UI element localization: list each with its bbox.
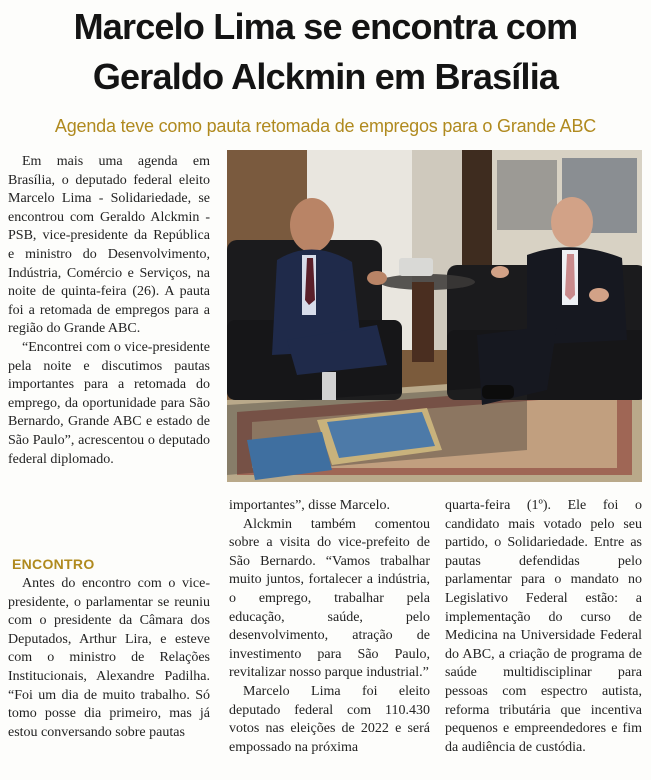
article-photo [227,150,642,482]
column-2 [229,497,430,757]
paragraph: Antes do encontro com o vice-presidente, o parlamentar se reuniu com o presidente da Câmara dos Deputados, Arthur Lira, e esteve com o ministro de Relações Institucionais, Alexandre Padilha. “Foi um dia de muito trabalho. Só tomo posse dia primeiro, mas já estou conversando sobre pautas [8,576,210,740]
article-subheadline: Agenda teve como pauta retomada de empregos para o Grande ABC [54,116,597,136]
paragraph: Em mais uma agenda em Brasília, o deputado federal eleito Marcelo Lima - Solidariedade, se encontrou com Geraldo Alckmin - PSB, vice-presidente da República e ministro do Desenvolvimento, Indústria, Comércio e Serviços, na noite de quinta-feira (26). A pauta foi a retomada de empregos para a região do Grande ABC. [8,154,210,337]
paragraph: “Encontrei com o vice-presidente pela noite e discutimos pautas importantes para a retomada do emprego, da oportunidade para São Bernardo, Grande ABC e estado de São Paulo”, acrescentou o deputado federal diplomado. [8,339,210,467]
paragraph: importantes”, disse Marcelo. [229,498,390,513]
paragraph: Marcelo Lima foi eleito deputado federal com 110.430 votos nas eleições de 2022 e será empossado na próxima [229,683,430,755]
headline-line-1: Marcelo Lima se encontra com [73,6,578,47]
section-heading: ENCONTRO [12,556,95,572]
headline-line-2: Geraldo Alckmin em Brasília [92,56,559,97]
column-3 [445,497,642,757]
paragraph: quarta-feira (1º). Ele foi o candidato mais votado pelo seu partido, o Solidariedade. Entre as pautas defendidas pelo parlamentar para o mandato no Legislativo Federal estão: a implementação do curso de Medicina na Universidade Federal do ABC, a criação de programa de saúde multidisciplinar para pessoas com espectro autista, reforma tributária que incentiva pequenos e empreendedores e fim da audiência de custódia. [445,498,642,755]
column-1-bottom [8,575,210,742]
article-headline [0,2,651,102]
column-1-top [8,153,210,469]
paragraph: Alckmin também comentou sobre a visita do vice-prefeito de São Bernardo. “Vamos trabalhar muito juntos, fortalecer a indústria, o emprego, trabalhar pela educação, saúde, pelo desenvolvimento, atração de investimento para São Paulo, revitalizar nosso parque industrial.” [229,516,430,681]
meeting-photo-illustration [227,150,642,482]
